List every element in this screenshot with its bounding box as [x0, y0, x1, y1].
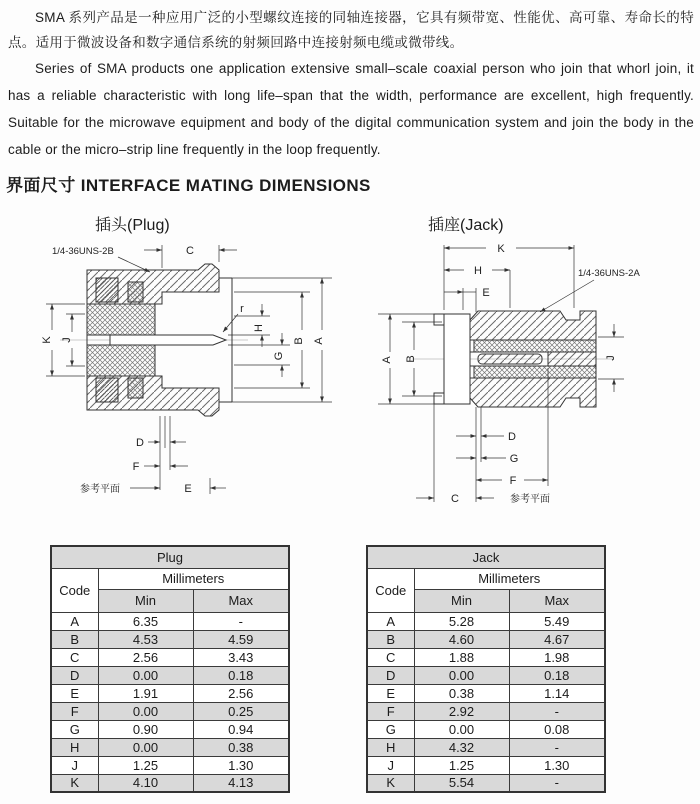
- jack-cell-code: F: [367, 702, 414, 720]
- jack-table-row: [367, 666, 605, 684]
- plug-table-row: [51, 684, 289, 702]
- plug-cell-max: 4.13: [193, 774, 289, 792]
- jack-table-row: [367, 774, 605, 792]
- plug-cell-min: 4.53: [98, 630, 193, 648]
- plug-cell-min: 4.10: [98, 774, 193, 792]
- plug-center-pin: [110, 335, 226, 345]
- plug-cell-min: 0.00: [98, 738, 193, 756]
- jack-cell-min: 1.25: [414, 756, 509, 774]
- plug-cell-max: 4.59: [193, 630, 289, 648]
- plug-technical-drawing: [10, 240, 345, 498]
- plug-cell-max: 0.94: [193, 720, 289, 738]
- plug-unit-header: Millimeters: [98, 568, 289, 589]
- jack-table-row: [367, 630, 605, 648]
- jack-dim-D: D: [508, 431, 516, 443]
- jack-table-row: [367, 756, 605, 774]
- plug-cell-code: C: [51, 648, 98, 666]
- plug-cell-code: H: [51, 738, 98, 756]
- jack-cell-max: 1.14: [509, 684, 605, 702]
- jack-thread-callout: 1/4-36UNS-2A: [578, 268, 640, 279]
- jack-ref-plane-label: 参考平面: [510, 494, 550, 505]
- plug-table-row: [51, 666, 289, 684]
- jack-cell-code: G: [367, 720, 414, 738]
- section-title: 界面尺寸 INTERFACE MATING DIMENSIONS: [6, 176, 371, 195]
- jack-dim-A: A: [381, 356, 393, 364]
- plug-dim-H: H: [253, 324, 265, 332]
- intro-block: [8, 5, 694, 163]
- jack-dim-K: K: [497, 243, 505, 255]
- jack-cell-code: E: [367, 684, 414, 702]
- jack-table-row: [367, 684, 605, 702]
- jack-table-row: [367, 612, 605, 630]
- plug-cell-max: 3.43: [193, 648, 289, 666]
- plug-table-row: [51, 738, 289, 756]
- jack-min-header: Min: [414, 589, 509, 612]
- plug-cell-max: 0.18: [193, 666, 289, 684]
- jack-cell-code: H: [367, 738, 414, 756]
- plug-table-row: [51, 630, 289, 648]
- plug-table-title: Plug: [51, 546, 289, 568]
- plug-body-section: [60, 264, 248, 416]
- jack-unit-header: Millimeters: [414, 568, 605, 589]
- plug-drawing-title: 插头(Plug): [95, 217, 170, 234]
- plug-dim-B: B: [293, 337, 305, 345]
- plug-dim-E2: F: [132, 461, 140, 473]
- plug-ref-plane-label: 参考平面: [80, 484, 120, 495]
- plug-cell-max: 2.56: [193, 684, 289, 702]
- plug-cell-max: 0.38: [193, 738, 289, 756]
- jack-code-header: Code: [367, 568, 414, 612]
- plug-min-header: Min: [98, 589, 193, 612]
- plug-cell-code: J: [51, 756, 98, 774]
- plug-cell-min: 1.25: [98, 756, 193, 774]
- plug-dim-G: G: [273, 351, 285, 361]
- jack-dim-C: C: [451, 493, 459, 505]
- jack-cell-max: 4.67: [509, 630, 605, 648]
- plug-cell-min: 1.91: [98, 684, 193, 702]
- plug-dim-J: J: [61, 337, 73, 343]
- plug-thread-callout: 1/4-36UNS-2B: [52, 246, 114, 257]
- plug-cell-max: 1.30: [193, 756, 289, 774]
- jack-cell-min: 2.92: [414, 702, 509, 720]
- plug-dim-E: E: [184, 483, 192, 495]
- jack-dim-H: H: [474, 265, 482, 277]
- plug-table-row: [51, 720, 289, 738]
- plug-dim-D: D: [136, 437, 144, 449]
- plug-dimensions-table: [50, 545, 290, 793]
- jack-max-header: Max: [509, 589, 605, 612]
- plug-dim-C: C: [186, 245, 194, 257]
- jack-cell-code: B: [367, 630, 414, 648]
- jack-cell-min: 4.60: [414, 630, 509, 648]
- jack-dim-B: B: [405, 355, 417, 363]
- jack-cell-max: 1.98: [509, 648, 605, 666]
- plug-cell-code: A: [51, 612, 98, 630]
- plug-table-row: [51, 774, 289, 792]
- plug-cell-min: 2.56: [98, 648, 193, 666]
- jack-cell-min: 0.38: [414, 684, 509, 702]
- jack-cell-code: C: [367, 648, 414, 666]
- plug-code-header: Code: [51, 568, 98, 612]
- jack-cell-min: 5.28: [414, 612, 509, 630]
- jack-cell-max: 0.08: [509, 720, 605, 738]
- jack-cell-min: 1.88: [414, 648, 509, 666]
- plug-cell-code: E: [51, 684, 98, 702]
- jack-cell-code: D: [367, 666, 414, 684]
- jack-cell-max: -: [509, 774, 605, 792]
- plug-cell-min: 6.35: [98, 612, 193, 630]
- jack-table-row: [367, 702, 605, 720]
- jack-cell-max: -: [509, 738, 605, 756]
- plug-table-row: [51, 648, 289, 666]
- jack-dimensions-table: [366, 545, 606, 793]
- jack-dim-F: F: [509, 475, 517, 487]
- jack-dim-G: G: [509, 453, 519, 465]
- jack-table-row: [367, 648, 605, 666]
- jack-cell-min: 4.32: [414, 738, 509, 756]
- plug-cell-code: G: [51, 720, 98, 738]
- jack-table-row: [367, 738, 605, 756]
- plug-dim-A: A: [313, 337, 325, 345]
- jack-table-title: Jack: [367, 546, 605, 568]
- plug-cell-max: -: [193, 612, 289, 630]
- jack-cell-max: 5.49: [509, 612, 605, 630]
- jack-cell-max: -: [509, 702, 605, 720]
- plug-max-header: Max: [193, 589, 289, 612]
- plug-cell-code: F: [51, 702, 98, 720]
- plug-table-row: [51, 702, 289, 720]
- jack-dim-E: E: [482, 287, 490, 299]
- plug-cell-max: 0.25: [193, 702, 289, 720]
- jack-cell-min: 5.54: [414, 774, 509, 792]
- jack-drawing-title: 插座(Jack): [428, 217, 504, 234]
- plug-table-row: [51, 612, 289, 630]
- jack-cell-code: J: [367, 756, 414, 774]
- plug-cell-code: D: [51, 666, 98, 684]
- intro-paragraph-en: Series of SMA products one application extensive small–scale coaxial person who join that whorl join, it has a reliable characteristic with long life–span that the width, performance are excellent, high frequently. Suitable for the microwave equipment and body of the digital communication system and join the body in the cable or the micro–strip line frequently in the loop frequently.: [8, 61, 694, 157]
- plug-cell-min: 0.00: [98, 666, 193, 684]
- plug-cell-code: K: [51, 774, 98, 792]
- jack-dim-J: J: [605, 355, 617, 361]
- plug-cell-min: 0.90: [98, 720, 193, 738]
- jack-cell-code: K: [367, 774, 414, 792]
- jack-cell-min: 0.00: [414, 720, 509, 738]
- jack-table-row: [367, 720, 605, 738]
- intro-paragraph-cn: SMA 系列产品是一种应用广泛的小型螺纹连接的同轴连接器，它具有频带宽、性能优、高可靠、寿命长的特点。适用于微波设备和数字通信系统的射频回路中连接射频电缆或微带线。: [8, 10, 694, 50]
- jack-cell-max: 1.30: [509, 756, 605, 774]
- plug-cell-code: B: [51, 630, 98, 648]
- plug-dim-K: K: [41, 336, 53, 344]
- jack-body-section: [412, 311, 614, 407]
- jack-cell-max: 0.18: [509, 666, 605, 684]
- jack-center-contact: [478, 354, 542, 364]
- plug-table-row: [51, 756, 289, 774]
- plug-dim-r: r: [240, 303, 244, 315]
- plug-cell-min: 0.00: [98, 702, 193, 720]
- jack-technical-drawing: [352, 240, 697, 508]
- jack-cell-code: A: [367, 612, 414, 630]
- jack-cell-min: 0.00: [414, 666, 509, 684]
